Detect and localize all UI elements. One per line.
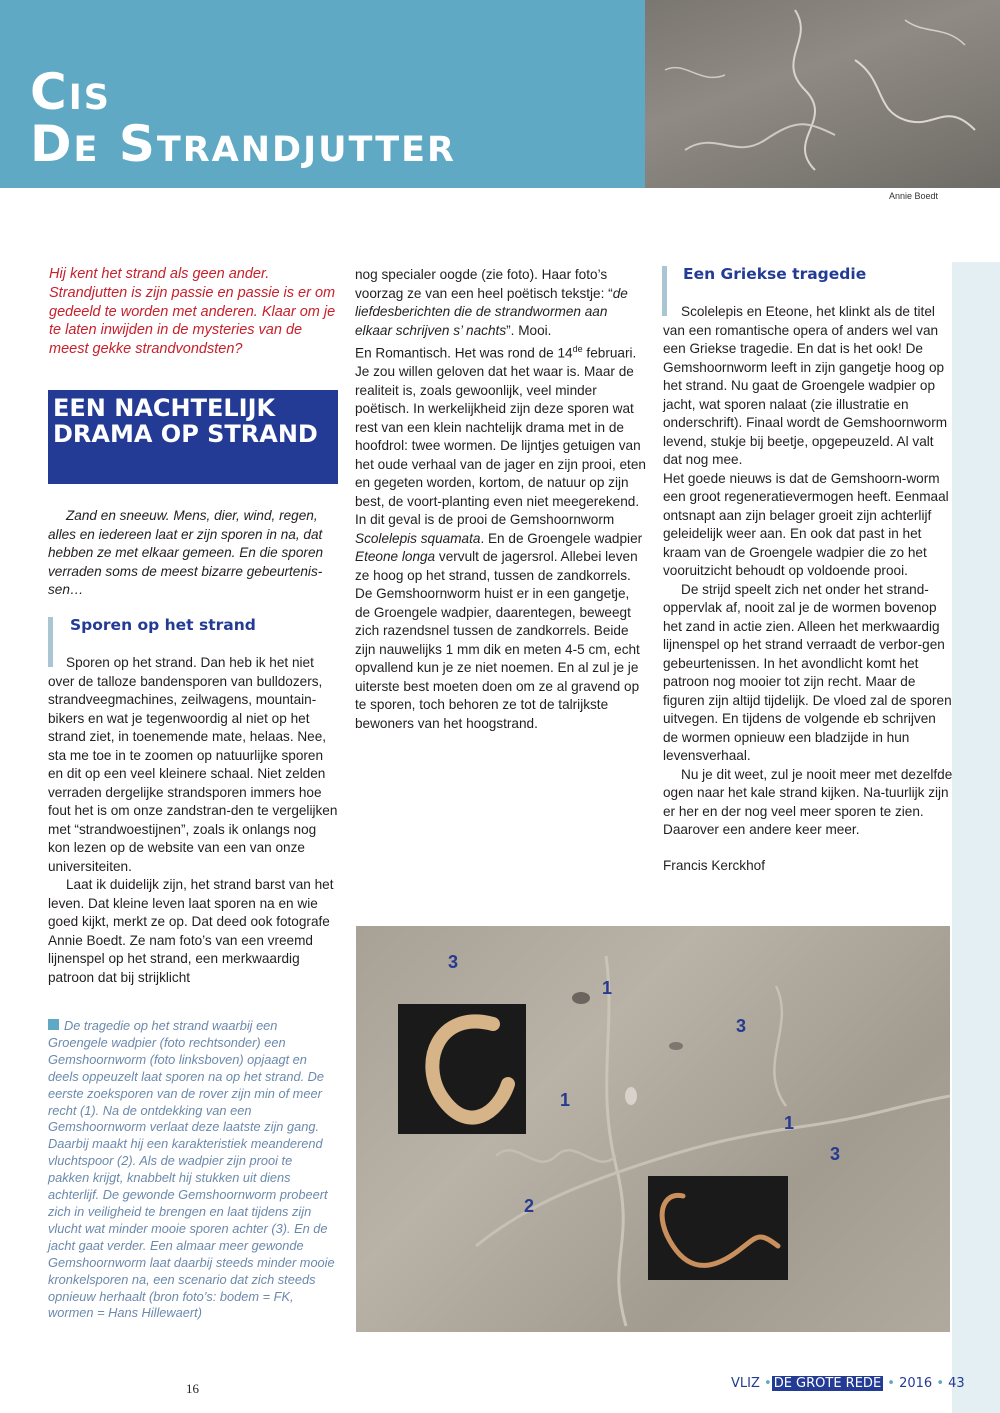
inset-photo-groengele-wadpier — [648, 1176, 788, 1280]
text-run: februari. Je zou willen geloven dat het waar is. Maar de realiteit is, zoals gewoonlijk, veel minder poëtisch. In werkelijkheid zijn deze sporen wat rest van een klein nachtelijk drama met in de hoofdrol: twee wormen. De lijntjes getuigen van het oude verhaal van de jager en zijn prooi, eten en gegeten worden, kortom, de natuur op zijn best, de voort-planting even niet meegerekend. In dit geval is de prooi de Gemshoornworm — [355, 345, 646, 528]
section-heading-sporen: Sporen op het strand — [70, 616, 256, 634]
text-run: vervult de jagersrol. Allebei leven ze hoog op het strand, tussen de zandkorrels. De Gemshoornworm huist er in een gangetje, de Groengele wadpier, daarentegen, beweegt zich razendsnel tussen de zandkorrels. Beide zijn nauwelijks 1 mm dik en meten 4-5 cm, echt opvallend kun je ze niet noemen. En al zul je je uiterste best moeten doen om ze al gravend op te sporen, toch behoren ze tot de talrijkste bewoners van het hoogstrand. — [355, 549, 640, 731]
year: 2016 — [899, 1376, 933, 1391]
paragraph: Sporen op het strand. Dan heb ik het niet over de talloze bandensporen van bulldozers, strandveegmachines, zeilwagens, mountain-bikers en wat je tegenwoordig al niet op het strand ziet, in toenemende mate, helaas. Nee, sta me toe in te zoomen op natuurlijke sporen en dit op een veel kleinere schaal. Niet zelden verraden dergelijke strandsporen immers hoe fout het is om onze zandstran-den te vergelijken met “strandwoestijnen”, zoals ik onlangs nog kon lezen op de website van een van onze universiteiten. — [48, 655, 338, 874]
column-3-body — [663, 303, 953, 875]
paragraph — [355, 266, 647, 340]
photo-label: 1 — [784, 1113, 795, 1133]
photo-caption — [48, 1018, 336, 1322]
main-photo-beach — [356, 926, 950, 1332]
photo-label: 3 — [736, 1016, 747, 1036]
magazine-name: DE GROTE REDE — [773, 1376, 882, 1391]
superscript: de — [572, 344, 583, 354]
caption-marker-icon — [48, 1019, 59, 1030]
margin-strip — [952, 262, 1000, 1413]
magazine-footer — [731, 1376, 965, 1391]
photo-label: 2 — [524, 1196, 535, 1216]
text-run: nog specialer oogde (zie foto). Haar foto’s voorzag ze van een heel poëtisch tekstje: “ — [355, 267, 613, 301]
lead-paragraph: Zand en sneeuw. Mens, dier, wind, regen, alles en iedereen laat er zijn sporen in na, dat hebben ze met elkaar gemeen. En die sporen verraden soms de meest bizarre gebeurtenis-sen… — [48, 508, 324, 597]
paragraph: Laat ik duidelijk zijn, het strand barst van het leven. Dat kleine leven laat sporen na en wie goed kijkt, merkt ze op. Dat deed ook fotografe Annie Boedt. Ze nam foto’s van een vreemd lijnenspel op het strand, een merkwaardig patroon dat bij strijklicht — [48, 877, 334, 985]
text-run: ”. Mooi. — [506, 322, 552, 338]
paragraph: Het goede nieuws is dat de Gemshoorn-worm een groot regeneratievermogen heeft. Eenmaal ontsnapt aan zijn belager groeit zijn achterlijf geleidelijk weer aan. En ook dat past in het kraam van de Groengele wadpier die zo het vooruitzicht behoudt op voldoende prooi. — [663, 470, 949, 578]
paragraph — [355, 340, 647, 733]
title-line-2: De Strandjutter — [30, 115, 456, 173]
inset-photo-gemshoornworm — [398, 1004, 526, 1134]
photo-label: 1 — [560, 1090, 571, 1110]
species-name: Eteone longa — [355, 549, 436, 565]
publisher: VLIZ — [731, 1376, 760, 1391]
title-line-1: Cis — [30, 63, 111, 121]
issue-number: 43 — [948, 1376, 965, 1391]
photo-label: 3 — [448, 952, 459, 972]
paragraph: De strijd speelt zich net onder het strand-oppervlak af, nooit zal je de wormen bovenop het zand in actie zien. Alleen het merkwaardig lijnenspel op het strand verraadt de verbor-gen gebeurtenissen. In het avondlicht komt het patroon nog mooier tot zijn recht. Maar de figuren zijn altijd tijdelijk. De vloed zal de sporen uitvegen. En tijdens de volgende eb schrijven de wormen opnieuw een bladzijde in hun levensverhaal. — [663, 581, 952, 763]
worm-graphic — [648, 1176, 788, 1280]
separator-dot-icon: • — [764, 1376, 772, 1391]
caption-text: De tragedie op het strand waarbij een Groengele wadpier (foto rechtsonder) een Gemshoornworm (foto linksboven) opjaagt en deels oppeuzelt laat sporen na op het strand. De eerste zoeksporen van de rover zijn min of meer recht (1). Na de ontdekking van een Gemshoornworm verlaat deze laatste zijn gang. Daarbij maakt hij een karakteristiek meanderend vluchtspoor (2). Als de wadpier zijn prooi te pakken krijgt, knabbelt hij stukken uit diens achterlijf. De gewonde Gemshoornworm probeert zich in veiligheid te brengen en laat tijdens zijn vlucht wat minder mooie sporen achter (3). En de jacht gaat verder. Een almaar meer gewonde Gemshoornworm laat daarbij steeds minder mooie kronkelsporen na, een scenario dat zich steeds opnieuw herhaalt (bron foto’s: bodem = FK, wormen = Hans Hillewaert) — [48, 1018, 335, 1321]
banner-title — [48, 390, 338, 452]
photo-label: 1 — [602, 978, 613, 998]
banner-line-2: DRAMA OP STRAND — [53, 420, 318, 448]
separator-dot-icon: • — [932, 1376, 949, 1391]
separator-dot-icon: • — [883, 1376, 900, 1391]
intro-text: Hij kent het strand als geen ander. Strandjutten is zijn passie en passie is er om gedeeld te worden met anderen. Klaar om je te laten inwijden in de mysteries van de meest gekke strandvondsten? — [49, 266, 336, 358]
paragraph: Nu je dit weet, zul je nooit meer met dezelfde ogen naar het kale strand kijken. Na-tuurlijk zijn er her en der nog veel meer sporen te zien. Daarover een andere keer meer. — [663, 766, 953, 837]
column-2-body — [355, 266, 647, 733]
photo-credit: Annie Boedt — [888, 191, 938, 201]
header-photo-beach-tracks — [645, 0, 1000, 188]
header-band — [0, 0, 645, 188]
section-heading-tragedie: Een Griekse tragedie — [683, 265, 867, 283]
photo-label: 3 — [830, 1144, 841, 1164]
page-title — [30, 63, 456, 173]
paragraph: Scolelepis en Eteone, het klinkt als de titel van een romantische opera of anders wel van een Griekse tragedie. En dat is het ook! De Gemshoornworm leeft in zijn gangetje hoog op het strand. Nu gaat de Groengele wadpier op jacht, wat sporen nalaat (zie illustratie en onderschrift). Finaal wordt de Gemshoornworm levend, stukje bij beetje, opgepeuzeld. Al valt dat nog mee. — [663, 304, 948, 467]
species-name: Scolelepis squamata — [355, 530, 481, 546]
text-run: . En de Groengele wadpier — [480, 530, 643, 546]
poetic-quote: de liefdesberichten die de strandwormen aan elkaar schrijven s’ nachts — [355, 285, 628, 338]
banner-line-1: EEN NACHTELIJK — [53, 394, 276, 422]
text-run: En Romantisch. Het was rond de 14 — [355, 345, 573, 361]
worm-graphic — [398, 1004, 526, 1134]
worm-tracks-graphic — [645, 0, 1000, 188]
page-number: 16 — [186, 1381, 199, 1396]
column-1-body — [48, 654, 338, 987]
section-banner — [48, 390, 338, 484]
author: Francis Kerckhof — [663, 857, 765, 873]
